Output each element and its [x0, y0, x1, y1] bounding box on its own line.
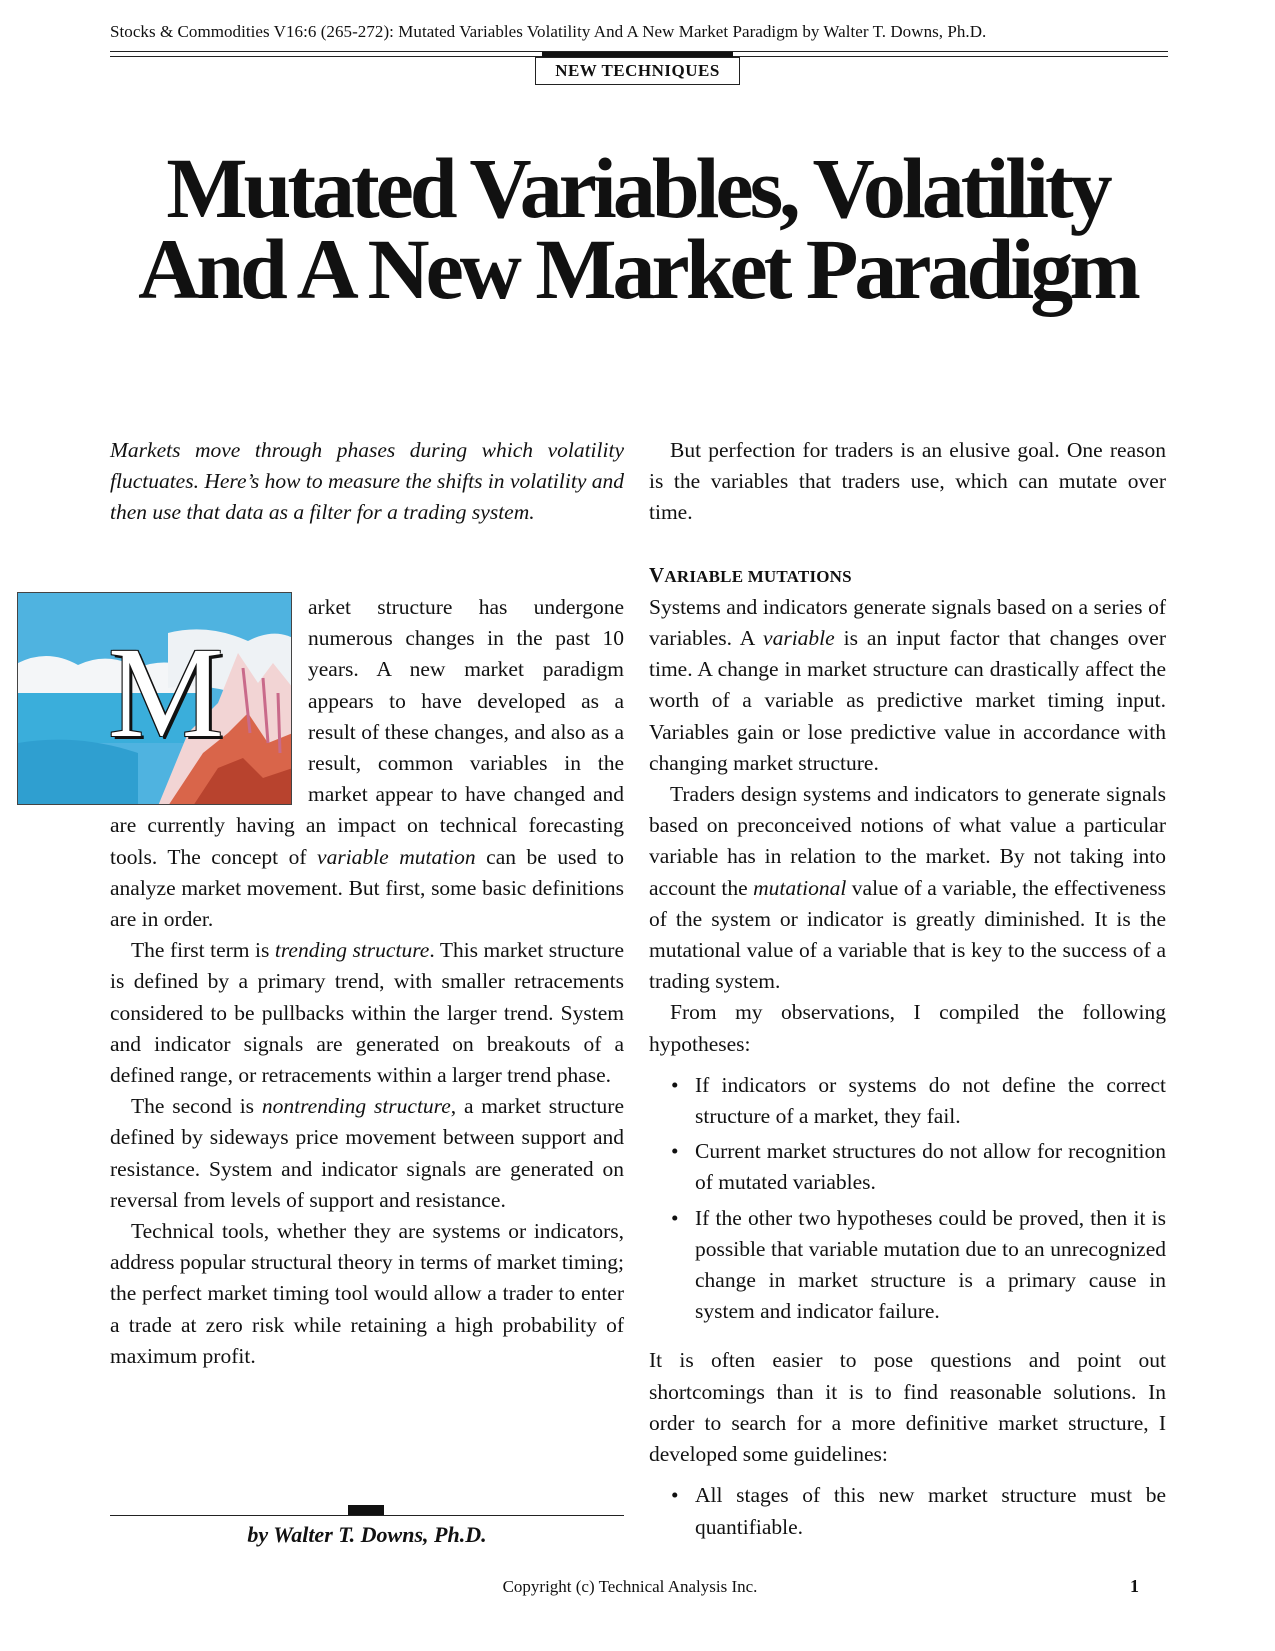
title-line-2: And A New Market Paradigm — [138, 221, 1137, 317]
page-number: 1 — [1130, 1576, 1139, 1596]
title-line-1: Mutated Variables, Volatility — [166, 140, 1109, 236]
byline-rule — [110, 1515, 624, 1516]
dropcap-letter: M — [108, 621, 224, 765]
paragraph-intro: arket structure has undergone numerous changes in the past 10 years. A new market paradigm appears to have developed as a result of these changes, and also as a result, common variables in the market appear to have changed and are currently having an impact on technical forecasting tools. The concept of variable mutation can be used to analyze market movement. But first, some basic definitions are in order. — [110, 595, 624, 932]
paragraph-nontrending: The second is nontrending structure, a market structure defined by sideways price movement between support and resistance. System and indicator signals are generated on reversal from levels of support and resistance. — [110, 1094, 625, 1212]
paragraph-perfection: But perfection for traders is an elusive goal. One reason is the variables that traders use, which can mutate over time. — [649, 438, 1166, 525]
paragraph-variables: Systems and indicators generate signals based on a series of variables. A variable is an input factor that changes over time. A change in market structure can drastically affect the worth of a variable as predictive market timing input. Variables gain or lose predictive value in accordance with changing market structure. — [649, 594, 1166, 775]
deck: Markets move through phases during which volatility fluctuates. Here’s how to measure the shifts in volatility and then use that data as a filter for a trading system. — [110, 438, 624, 525]
list-item: • If indicators or systems do not define the correct structure of a market, they fail. — [695, 1070, 1166, 1132]
copyright: Copyright (c) Technical Analysis Inc. — [502, 1577, 758, 1596]
list-item: • Current market structures do not allow for recognition of mutated variables. — [695, 1136, 1166, 1198]
list-item: • If the other two hypotheses could be proved, then it is possible that variable mutation due to an unrecognized change in market structure is a primary cause in system and indicator failure. — [695, 1203, 1166, 1328]
paragraph-traders-design: Traders design systems and indicators to generate signals based on preconceived notions of what value a particular variable has in relation to the market. By not taking into account the mutational value of a variable, the effectiveness of the system or indicator is greatly diminished. It is the mutational value of a variable that is key to the success of a trading system. — [649, 782, 1166, 994]
paragraph-observations: From my observations, I compiled the following hypotheses: — [649, 1000, 1166, 1056]
subhead-variable-mutations: VARIABLE MUTATIONS — [649, 562, 852, 587]
paragraph-guidelines-intro: It is often easier to pose questions and point out shortcomings than it is to find reasonable solutions. In order to search for a more definitive market structure, I developed some guidelines: — [649, 1348, 1166, 1467]
byline: by Walter T. Downs, Ph.D. — [247, 1522, 487, 1547]
left-column — [110, 592, 624, 1372]
paragraph-trending: The first term is trending structure. This market structure is defined by a primary trend, with smaller retracements considered to be pullbacks within the larger trend. System and indicator signals are generated on breakouts of a defined range, or retracements within a larger trend phase. — [110, 938, 624, 1088]
running-head: Stocks & Commodities V16:6 (265-272): Mutated Variables Volatility And A New Market Paradigm by Walter T. Downs, Ph.D. — [110, 22, 987, 41]
hypotheses-list — [649, 1070, 1166, 1328]
list-item: • All stages of this new market structure must be quantifiable. — [695, 1480, 1166, 1542]
paragraph-technical-tools: Technical tools, whether they are systems or indicators, address popular structural theory in terms of market timing; the perfect market timing tool would allow a trader to enter a trade at zero risk while retaining a high probability of maximum profit. — [110, 1219, 624, 1368]
article-title — [60, 140, 1215, 317]
right-column — [649, 435, 1166, 1561]
dropcap-illustration — [17, 592, 292, 805]
guidelines-list — [649, 1480, 1166, 1542]
section-tag: NEW TECHNIQUES — [535, 57, 740, 85]
